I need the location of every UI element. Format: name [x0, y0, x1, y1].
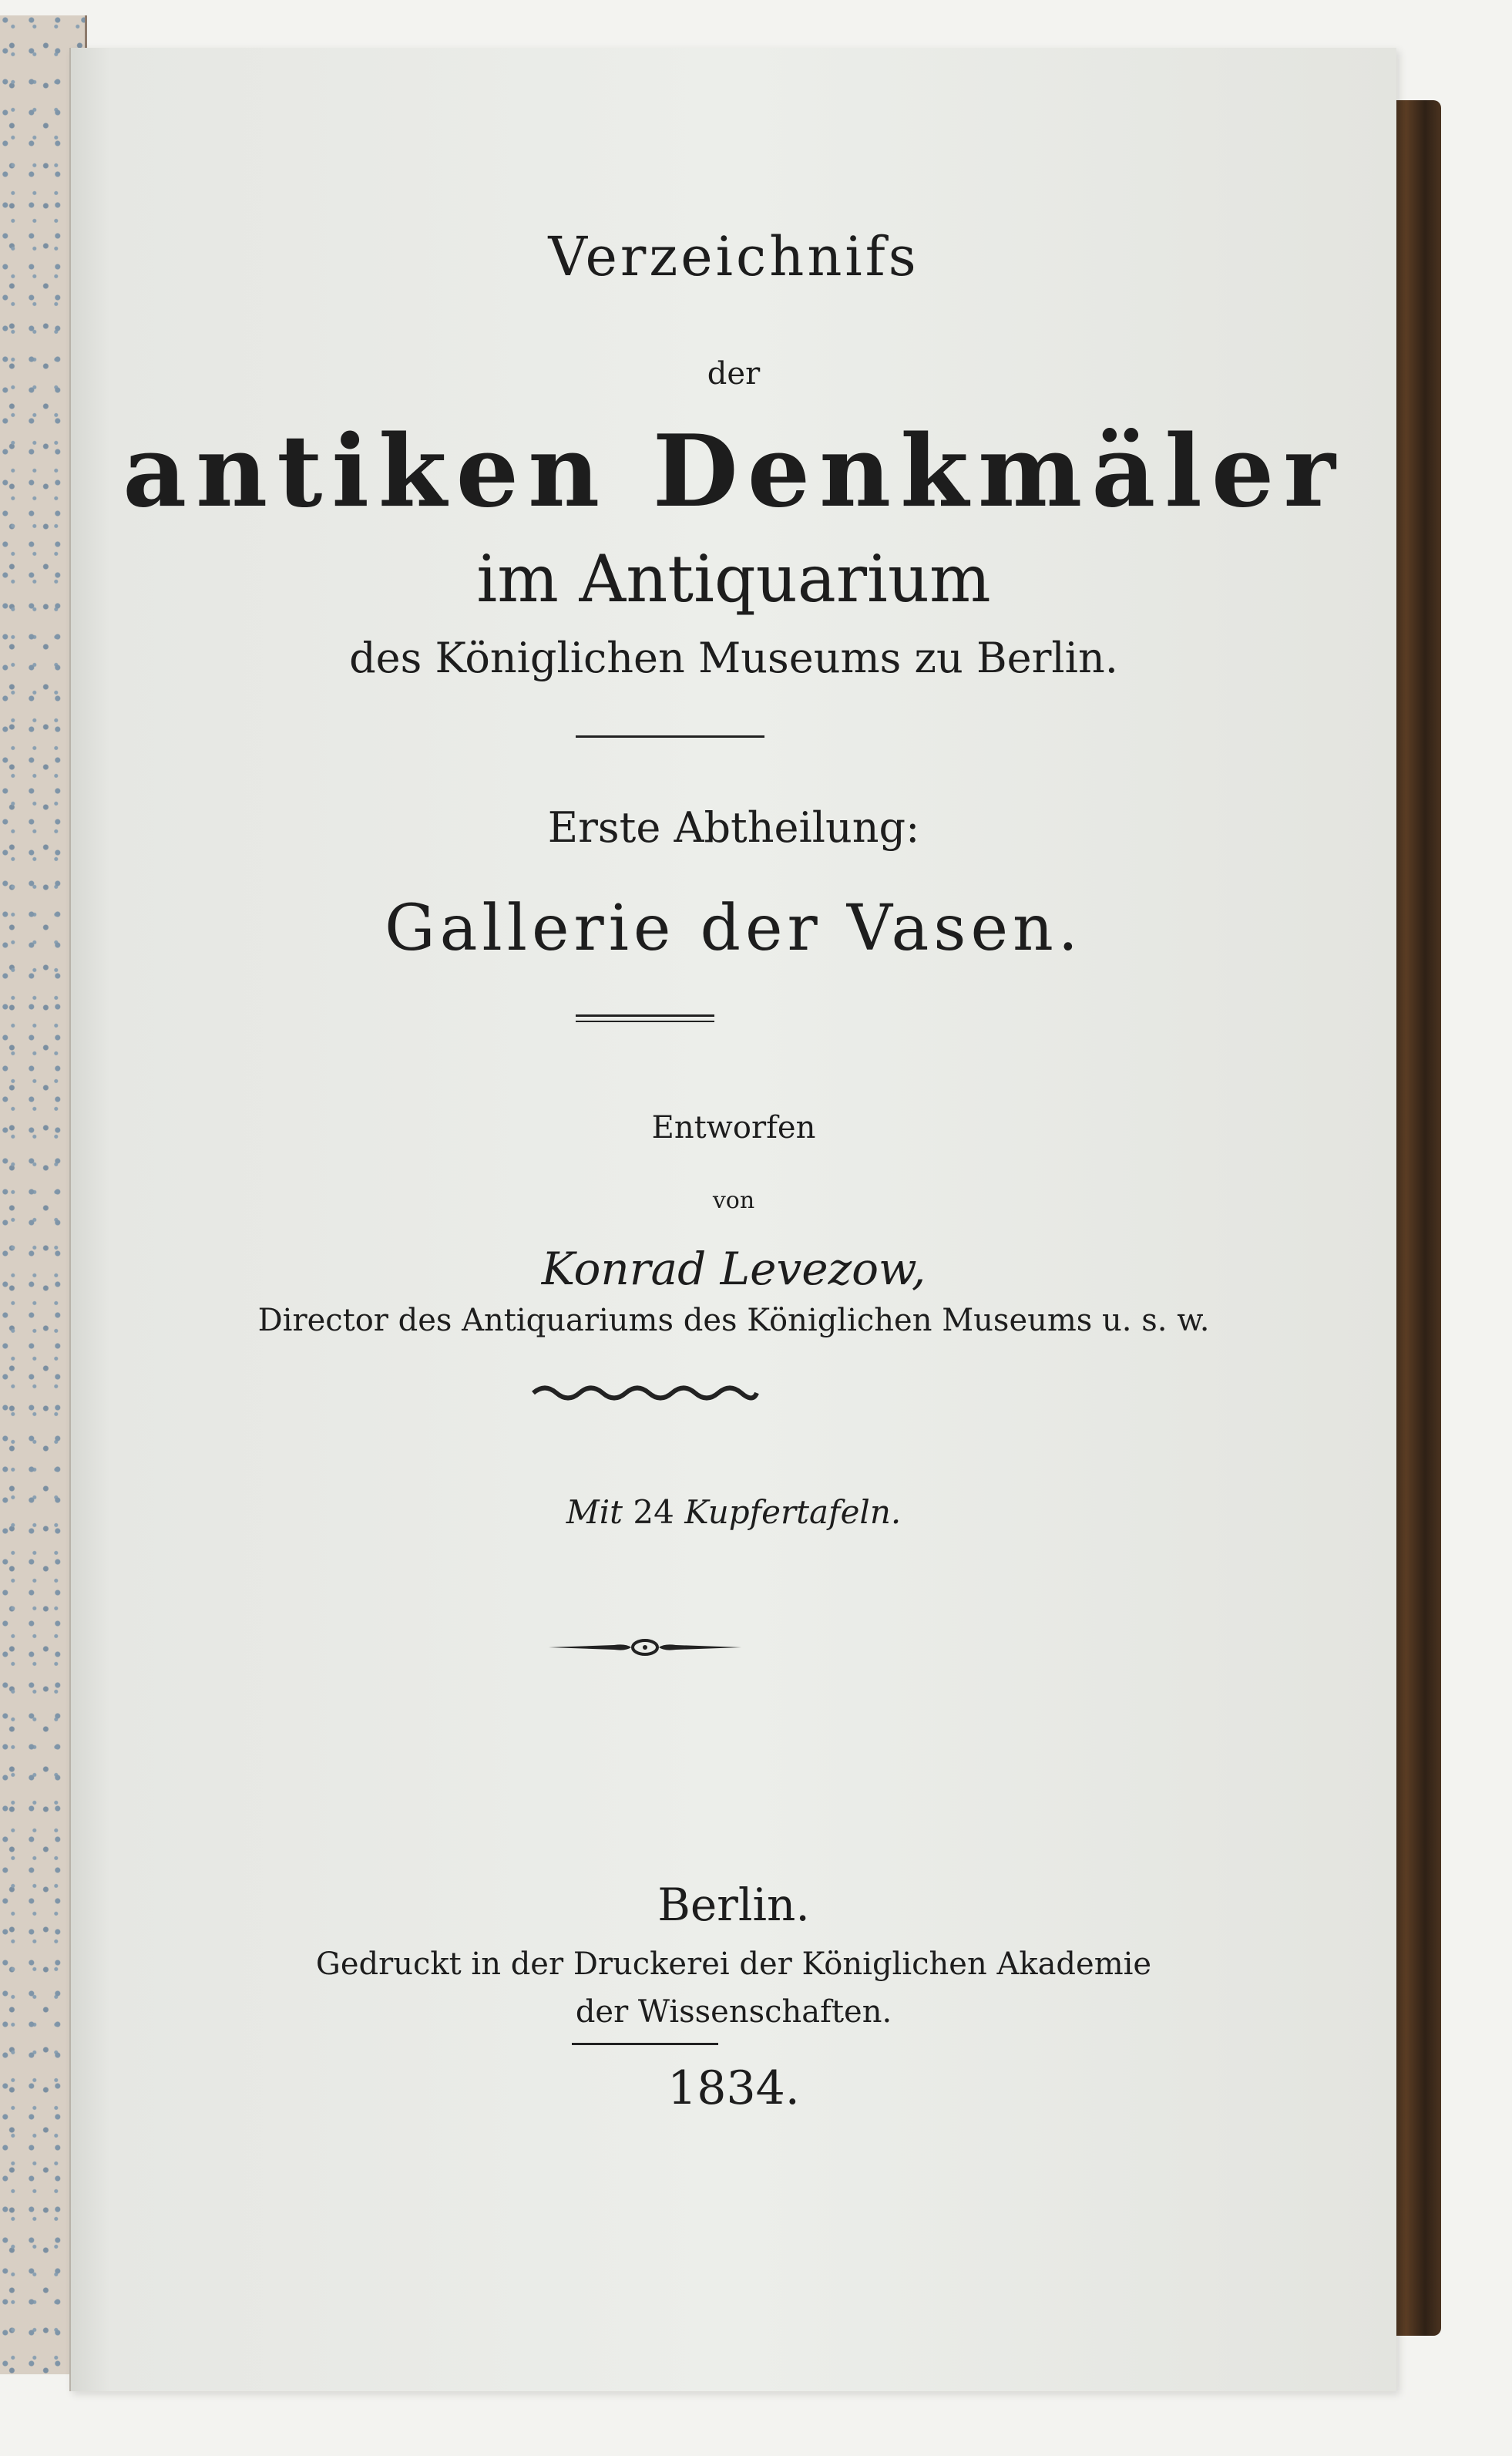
plates-mit: Mit — [566, 1493, 623, 1531]
imprint-year: 1834. — [667, 2061, 800, 2115]
wavy-ornament-icon — [529, 1381, 761, 1405]
title-museum: des Königlichen Museums zu Berlin. — [349, 634, 1118, 682]
von-text: von — [712, 1187, 755, 1214]
plates-count: 24 — [633, 1493, 674, 1531]
title-verzeichniss: Verzeichnifs — [548, 225, 919, 288]
title-page — [69, 48, 1396, 2391]
imprint-printer-line2: der Wissenschaften. — [575, 1994, 892, 2030]
title-antiquarium: im Antiquarium — [476, 541, 991, 617]
author-name: Konrad Levezow, — [541, 1243, 926, 1295]
imprint-city: Berlin. — [657, 1879, 810, 1931]
plates-kupfertafeln: Kupfertafeln. — [684, 1493, 902, 1531]
fleuron-ornament-icon — [545, 1636, 745, 1659]
subtitle-abtheilung: Erste Abtheilung: — [547, 803, 920, 852]
author-title: Director des Antiquariums des Königlichen Museums u. s. w. — [257, 1303, 1210, 1338]
entworfen-text: Entworfen — [651, 1110, 816, 1146]
double-rule-top — [576, 1014, 714, 1017]
divider-rule — [576, 735, 764, 738]
subtitle-gallerie: Gallerie der Vasen. — [385, 892, 1083, 965]
plates-note — [71, 1493, 1396, 1531]
title-der: der — [707, 356, 761, 392]
imprint-rule — [572, 2043, 718, 2045]
double-rule-bottom — [576, 1021, 714, 1022]
title-antiken-denkmaeler: antiken Denkmäler — [123, 414, 1345, 530]
imprint-printer-line1: Gedruckt in der Druckerei der Königlichen Akademie — [315, 1946, 1152, 1982]
